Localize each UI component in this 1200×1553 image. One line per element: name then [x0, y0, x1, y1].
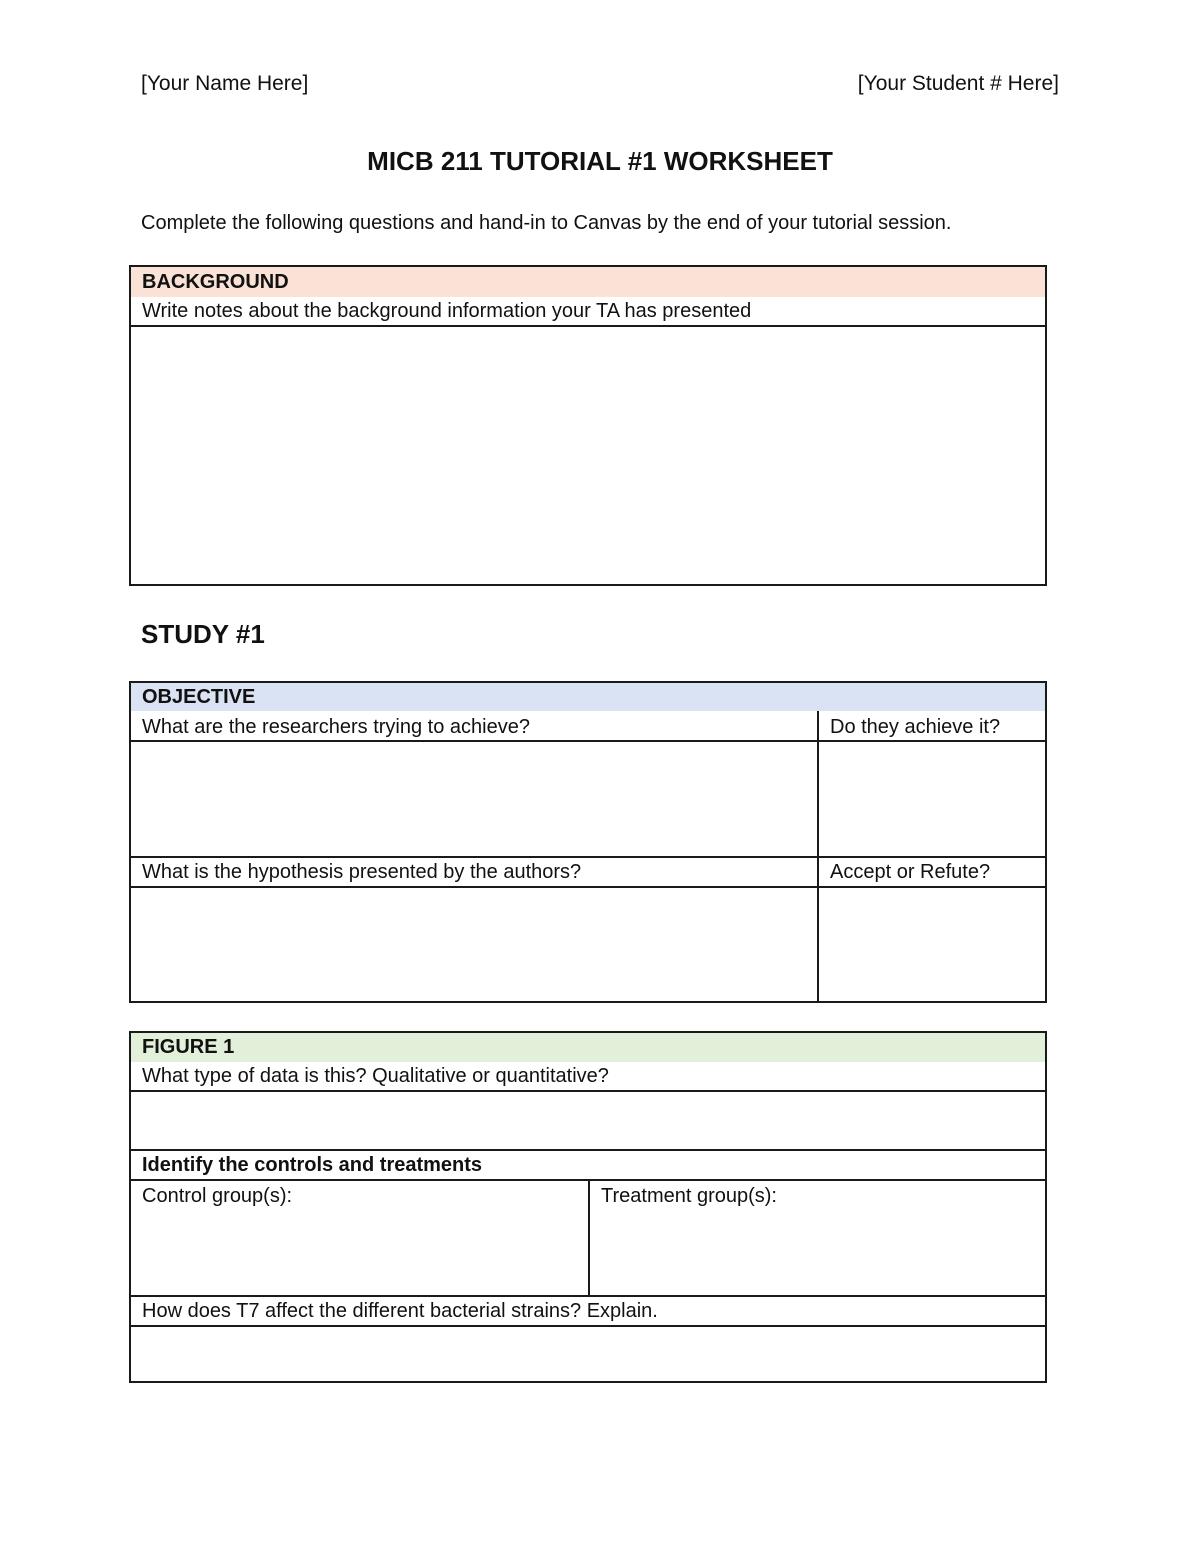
accept-refute-label: Accept or Refute? [830, 861, 991, 883]
hypothesis-question [131, 858, 581, 886]
objective-heading-label: OBJECTIVE [142, 685, 256, 708]
student-number-placeholder: [Your Student # Here] [857, 72, 1059, 95]
background-heading [131, 267, 1045, 297]
control-group-text: Control group(s): [142, 1185, 293, 1207]
page-title: MICB 211 TUTORIAL #1 WORKSHEET [367, 146, 833, 176]
figure1-heading [131, 1033, 1045, 1062]
data-type-answer-field[interactable] [131, 1092, 1045, 1149]
background-heading-label: BACKGROUND [142, 270, 289, 293]
data-type-question-label: What type of data is this? Qualitative or quantitative? [142, 1065, 609, 1087]
figure1-section [129, 1031, 1047, 1383]
treatment-group-label [590, 1182, 777, 1210]
t7-question [131, 1297, 658, 1325]
name-placeholder: [Your Name Here] [141, 72, 309, 95]
objective-question [131, 713, 530, 741]
background-prompt [131, 297, 1045, 327]
background-prompt-label: Write notes about the background information your TA has presented [142, 299, 752, 322]
data-type-question [131, 1062, 609, 1091]
control-group-label [131, 1182, 292, 1210]
control-group-field[interactable] [131, 1211, 588, 1295]
objective-achieved-header [819, 713, 1000, 741]
instructions-text: Complete the following questions and hand-in to Canvas by the end of your tutorial session. [141, 212, 952, 234]
controls-heading-label: Identify the controls and treatments [142, 1154, 483, 1176]
treatment-group-field[interactable] [590, 1211, 1045, 1295]
objective-section [129, 681, 1047, 1003]
controls-heading [131, 1151, 482, 1179]
t7-answer-field[interactable] [131, 1327, 1045, 1381]
t7-question-label: How does T7 affect the different bacterial strains? Explain. [142, 1300, 658, 1322]
background-notes-field[interactable] [131, 327, 1045, 584]
accept-refute-header [819, 858, 990, 886]
objective-achieved-label: Do they achieve it? [830, 716, 1001, 738]
hypothesis-answer-field[interactable] [131, 888, 817, 1001]
study-heading: STUDY #1 [141, 619, 265, 649]
figure1-heading-label: FIGURE 1 [142, 1036, 235, 1058]
accept-refute-answer-field[interactable] [819, 888, 1045, 1001]
hypothesis-question-label: What is the hypothesis presented by the authors? [142, 861, 582, 883]
treatment-group-text: Treatment group(s): [601, 1185, 777, 1207]
objective-heading [131, 683, 1045, 711]
background-section [129, 265, 1047, 586]
objective-question-label: What are the researchers trying to achieve? [142, 716, 530, 738]
achieved-answer-field[interactable] [819, 742, 1045, 856]
objective-answer-field[interactable] [131, 742, 817, 856]
